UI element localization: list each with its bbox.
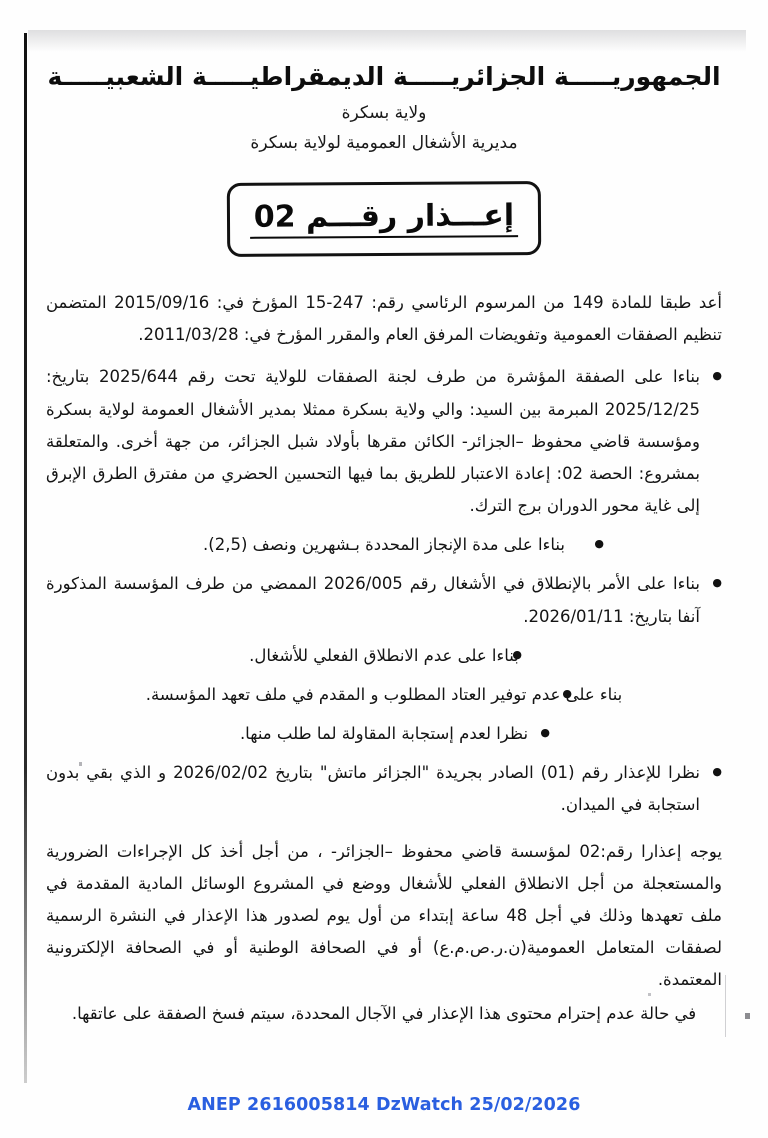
scan-binder-line (24, 33, 27, 1083)
directorate-subheading: مديرية الأشغال العمومية لولاية بسكرة (250, 133, 518, 153)
closing-block (46, 836, 722, 1031)
document-body (40, 0, 728, 1060)
list-item: ● بناءا على الصفقة المؤشرة من طرف لجنة الصفقات للولاية تحت رقم 2025/644 بتاريخ: 2025/12/25 المبرمة بين السيد: والي ولاية بسكرة ممثلا بمدير الأشغال العمومة لولاية بسكرة ومؤسسة قاضي محفوظ –الجزائر- الكائن مقرها بأولاد شبل الجزائر، من جهة أخرى. والمتعلقة بمشروع: الحصة 02: إعادة الاعتبار للطريق بما فيها التحسين الحضري من مفترق الطرق الإبرق إلى غاية محور الدوران برج الترك. (46, 361, 722, 522)
intro-paragraph: أعد طبقا للمادة 149 من المرسوم الرئاسي رقم: 247-15 المؤرخ في: 2015/09/16 المتضمن تنظيم الصفقات العمومية وتفويضات المرفق العام والمقرر المؤرخ في: 2011/03/28. (46, 293, 722, 345)
closing-paragraph: يوجه إعذارا رقم:02 لمؤسسة قاضي محفوظ –الجزائر- ، من أجل أخذ كل الإجراءات الضرورية والمستعجلة من أجل الانطلاق الفعلي للأشغال ووضع في المشروع الوسائل المادية المقدمة في ملف تعهدها وذلك في أجل 48 ساعة إبتداء من أول يوم لصدور هذا الإعذار في النشرة الرسمية لصفقات المتعامل العمومية(ن.ر.ص.م.ع) أو في الصحافة الوطنية أو في الصحافة الإلكترونية المعتمدة. (46, 841, 722, 990)
document-header (40, 0, 728, 153)
list-item: ● بناءا على مدة الإنجاز المحددة بـشهرين ونصف (2,5). (46, 529, 722, 561)
republic-heading: الجمهوريـــــة الجزائريـــــة الديمقراطيـــــة الشعبيـــــة (47, 62, 721, 91)
clauses-list (46, 361, 722, 821)
anep-footer (0, 1095, 768, 1115)
closing-warning: في حالة عدم إحترام محتوى هذا الإعذار في الآجال المحددة، سيتم فسخ الصفقة على عاتقها. (71, 1004, 697, 1024)
title-frame (227, 181, 541, 257)
list-item: ● نظرا لعدم إستجابة المقاولة لما طلب منها. (46, 718, 722, 750)
scan-speck (745, 1013, 750, 1019)
title-frame-container (40, 182, 728, 256)
wilaya-subheading: ولاية بسكرة (341, 103, 427, 123)
list-item: ● نظرا للإعذار رقم (01) الصادر بجريدة "الجزائر ماتش" بتاريخ 2026/02/02 و الذي بقي بدون استجابة في الميدان. (46, 757, 722, 821)
document-content (40, 287, 728, 1031)
document-title: إعـــذار رقـــم 02 (250, 199, 518, 239)
list-item: ● بناء على عدم توفير العتاد المطلوب و المقدم في ملف تعهد المؤسسة. (46, 679, 722, 711)
list-item: ● بناءا على عدم الانطلاق الفعلي للأشغال. (46, 640, 722, 672)
list-item: ● بناءا على الأمر بالإنطلاق في الأشغال رقم 2026/005 الممضي من طرف المؤسسة المذكورة آنفا بتاريخ: 2026/01/11. (46, 568, 722, 632)
anep-reference: ANEP 2616005814 DzWatch 25/02/2026 (187, 1095, 581, 1115)
